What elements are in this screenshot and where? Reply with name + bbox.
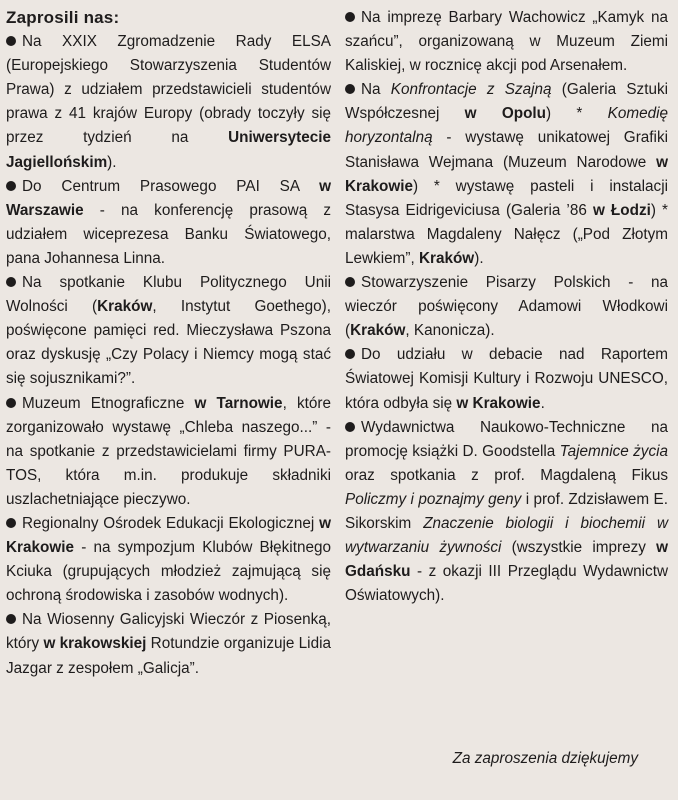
list-item bbox=[345, 78, 668, 271]
italic-title: Policzmy i poznajmy geny bbox=[345, 490, 522, 508]
bullet-icon bbox=[6, 181, 16, 191]
bold-text: w Opolu bbox=[464, 105, 547, 123]
item-text: Na XXIX Zgromadzenie Rady ELSA (Europejskiego Stowarzyszenia Studentów Prawa) z udziałem przedstawicieli studentów prawa z 41 krajów Europy (obrady toczyły się przez tydzień na bbox=[6, 33, 331, 147]
item-text: Na bbox=[361, 81, 391, 99]
list-item bbox=[345, 271, 668, 343]
bullet-icon bbox=[6, 614, 16, 624]
item-text: Do udziału w debacie nad Raportem Światowej Komisji Kultury i Rozwoju UNESCO, która odbyła się bbox=[345, 346, 668, 412]
left-column bbox=[6, 6, 331, 800]
list-item bbox=[6, 175, 331, 271]
bullet-icon bbox=[6, 36, 16, 46]
item-text: , które zorganizowało wystawę „Chleba naszego...” - na spotkanie z przedstawicielami firmy PURA-TOS, która m.in. produkuje składniki uszlachetniające pieczywo. bbox=[6, 394, 331, 508]
item-text: Do Centrum Prasowego PAI SA bbox=[22, 177, 320, 195]
right-column bbox=[345, 6, 668, 800]
item-text: , Kanonicza). bbox=[405, 322, 495, 340]
bullet-icon bbox=[6, 398, 16, 408]
bold-text: w Gdańsku bbox=[345, 539, 668, 581]
item-text: ) * malarstwa Magdaleny Nałęcz („Pod Złotym Lewkiem”, bbox=[345, 201, 668, 267]
italic-title: Konfrontacje z Szajną bbox=[390, 81, 552, 99]
item-text: . bbox=[540, 394, 545, 412]
bullet-icon bbox=[345, 84, 355, 94]
list-item bbox=[6, 271, 331, 391]
bold-text: Kraków bbox=[97, 298, 153, 316]
item-text: Muzeum Etnograficzne bbox=[22, 394, 195, 412]
item-text: Na imprezę Barbary Wachowicz „Kamyk na szańcu”, organizowaną w Muzeum Ziemi Kaliskiej, w rocznicę akcji pod Arsenałem. bbox=[345, 9, 668, 75]
bold-text: Uniwersytecie Jagiellońskim bbox=[6, 129, 331, 171]
bold-text: w Łodzi bbox=[592, 201, 651, 219]
bullet-icon bbox=[6, 277, 16, 287]
item-text: (wszystkie imprezy bbox=[501, 539, 657, 557]
bullet-icon bbox=[6, 518, 16, 528]
item-text: - na sympozjum Klubów Błękitnego Kciuka (grupujących młodzież zajmującą się ochroną środowiska i zasobów wodnych). bbox=[6, 539, 331, 605]
italic-title: Komedię horyzontalną bbox=[345, 105, 668, 147]
item-text: (Galeria Sztuki Współczesnej bbox=[345, 81, 669, 123]
italic-title: Znaczenie biologii i biochemii w wytwarzaniu żywności bbox=[345, 514, 668, 557]
list-item bbox=[6, 608, 331, 680]
list-item bbox=[345, 6, 668, 78]
list-item bbox=[345, 416, 668, 609]
section-heading: Zaprosili nas: bbox=[6, 8, 120, 27]
italic-title: Tajemnice życia bbox=[559, 442, 668, 460]
bold-text: Kraków bbox=[418, 249, 475, 267]
bold-text: w Krakowie bbox=[345, 153, 668, 195]
bullet-icon bbox=[345, 422, 355, 432]
left-item-list bbox=[6, 30, 331, 681]
item-text: ). bbox=[107, 153, 117, 171]
closing-thanks: Za zaproszenia dziękujemy bbox=[452, 750, 638, 767]
item-text: Na spotkanie Klubu Politycznego Unii Wolności ( bbox=[6, 274, 331, 316]
bold-text: Kraków bbox=[350, 322, 406, 340]
item-text: - z okazji III Przeglądu Wydawnictw Oświatowych). bbox=[345, 563, 668, 605]
bullet-icon bbox=[345, 277, 355, 287]
item-text: ) * bbox=[546, 105, 608, 123]
item-text: Rotundzie organizuje Lidia Jazgar z zespołem „Galicja”. bbox=[6, 635, 331, 677]
list-item bbox=[6, 30, 331, 175]
item-text: Stowarzyszenie Pisarzy Polskich - na wieczór poświęcony Adamowi Włodkowi ( bbox=[345, 274, 668, 340]
item-text: Na Wiosenny Galicyjski Wieczór z Piosenką, który bbox=[6, 611, 331, 653]
item-text: ). bbox=[474, 249, 484, 267]
item-text: ) * wystawę pasteli i instalacji Stasysa Eidrigeviciusa (Galeria ’86 bbox=[345, 177, 668, 219]
bold-text: w krakowskiej bbox=[43, 635, 147, 653]
bold-text: w Krakowie bbox=[456, 394, 541, 412]
item-text: oraz spotkania z prof. Magdaleną Fikus bbox=[345, 466, 668, 484]
right-item-list bbox=[345, 6, 668, 608]
item-text: - wystawę unikatowej Grafiki Stanisława Wejmana (Muzeum Narodowe bbox=[345, 129, 668, 171]
list-item bbox=[6, 392, 331, 512]
bullet-icon bbox=[345, 349, 355, 359]
bold-text: w Warszawie bbox=[6, 177, 331, 219]
item-text: Wydawnictwa Naukowo-Techniczne na promocję książki D. Goodstella bbox=[345, 418, 668, 460]
list-item bbox=[6, 512, 331, 608]
item-text: , Instytut Goethego), poświęcone pamięci red. Mieczysława Pszona oraz dyskusję „Czy Polacy i Niemcy mogą stać się sojusznikami?”. bbox=[6, 298, 331, 388]
list-item bbox=[345, 343, 668, 415]
item-text: i prof. Zdzisławem E. Sikorskim bbox=[345, 490, 668, 532]
item-text: Regionalny Ośrodek Edukacji Ekologicznej bbox=[22, 514, 320, 532]
item-text: - na konferencję prasową z udziałem wiceprezesa Banku Światowego, pana Johannesa Linna. bbox=[6, 201, 331, 267]
bold-text: w Krakowie bbox=[6, 514, 331, 557]
bold-text: w Tarnowie bbox=[194, 394, 283, 412]
bullet-icon bbox=[345, 12, 355, 22]
